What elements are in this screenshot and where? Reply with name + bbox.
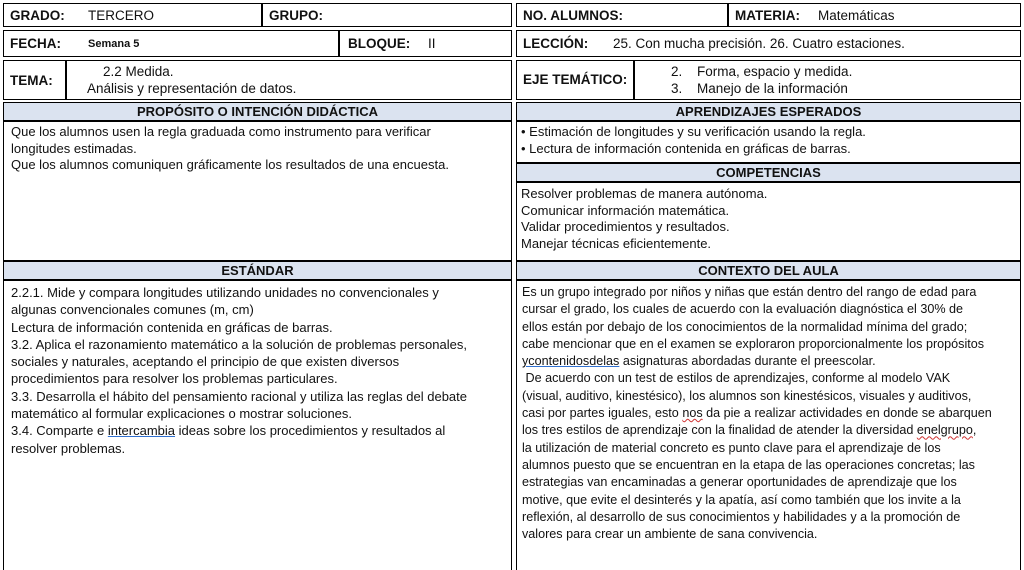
tema-label: TEMA: bbox=[10, 73, 53, 88]
proposito-header bbox=[3, 102, 512, 121]
estandar-title: ESTÁNDAR bbox=[221, 263, 294, 278]
proposito-line-1: Que los alumnos usen la regla graduada como instrumento para verificar bbox=[11, 124, 431, 139]
aprendizajes-header bbox=[516, 102, 1021, 121]
contexto-mark-1: ycontenidos bbox=[522, 354, 590, 369]
contexto-line: (visual, auditivo, kinestésico), los alumnos son kinestésicos, visuales y auditivos, bbox=[522, 388, 972, 403]
tema-line-2: Análisis y representación de datos. bbox=[87, 81, 297, 96]
estandar-line: algunas convencionales comunes (m, cm) bbox=[11, 302, 254, 318]
tema-value-cell bbox=[66, 60, 512, 100]
bloque-label: BLOQUE: bbox=[348, 36, 411, 51]
contexto-line: ellos están por debajo de los conocimientos de la normalidad mínima del grado; bbox=[522, 319, 968, 334]
contexto-p2-l4-mark: enelgrupo bbox=[916, 423, 973, 438]
bloque-cell bbox=[339, 30, 512, 57]
estandar-last-pre: 3.4. Comparte e bbox=[11, 423, 108, 439]
contexto-line: cabe mencionar que en el examen se exploraron proporcionalmente los propósitos bbox=[522, 336, 985, 351]
contexto-p2-l3-pre: casi por partes iguales, esto bbox=[522, 406, 683, 421]
proposito-body bbox=[3, 121, 512, 261]
estandar-last-post: ideas sobre los procedimientos y resultados al bbox=[175, 423, 446, 439]
estandar-line: 3.2. Aplica el razonamiento matemático a la solución de problemas personales, bbox=[11, 336, 467, 352]
contexto-p2-l3-mark: nos bbox=[682, 406, 703, 421]
estandar-line: sociales y naturales, aceptando el principio de que existen diversos bbox=[11, 354, 400, 370]
bloque-value: II bbox=[428, 36, 436, 51]
estandar-line: Lectura de información contenida en gráficas de barras. bbox=[11, 319, 333, 335]
estandar-last-mark: intercambia bbox=[107, 423, 176, 439]
aprendizaje-item-2: • Lectura de información contenida en gráficas de barras. bbox=[521, 140, 851, 156]
tema-label-cell bbox=[3, 60, 66, 100]
estandar-line-last bbox=[11, 422, 509, 439]
estandar-line: matemático al formular explicaciones o mostrar soluciones. bbox=[11, 406, 353, 422]
materia-value: Matemáticas bbox=[818, 8, 895, 23]
competencias-header bbox=[516, 163, 1021, 182]
grupo-label: GRUPO: bbox=[269, 8, 323, 23]
competencia-item: Manejar técnicas eficientemente. bbox=[521, 235, 712, 251]
competencias-title: COMPETENCIAS bbox=[716, 165, 821, 180]
eje-label: EJE TEMÁTICO: bbox=[523, 72, 628, 87]
fecha-value: Semana 5 bbox=[88, 38, 140, 50]
aprendizajes-body bbox=[516, 121, 1021, 163]
eje-label-cell bbox=[516, 60, 634, 100]
competencias-body bbox=[516, 182, 1021, 261]
contexto-p2-l4-pre: los tres estilos de aprendizaje con la finalidad de atender la diversidad bbox=[522, 423, 917, 438]
grado-label: GRADO: bbox=[10, 8, 65, 23]
contexto-text bbox=[522, 284, 1016, 543]
estandar-header bbox=[3, 261, 512, 280]
tema-line-1: 2.2 Medida. bbox=[103, 64, 174, 79]
estandar-line: 3.3. Desarrolla el hábito del pensamiento racional y utiliza las reglas del debate bbox=[11, 388, 467, 404]
eje-item-1-number: 2. bbox=[671, 64, 683, 79]
competencia-item: Resolver problemas de manera autónoma. bbox=[521, 186, 768, 201]
competencias-list bbox=[521, 186, 1016, 252]
contexto-line-marked bbox=[522, 405, 1016, 422]
proposito-text bbox=[11, 124, 506, 174]
materia-label: MATERIA: bbox=[735, 8, 800, 23]
leccion-cell bbox=[516, 30, 1021, 57]
estandar-body bbox=[3, 280, 512, 570]
grupo-cell bbox=[262, 3, 512, 27]
grado-cell bbox=[3, 3, 262, 27]
proposito-line-2: longitudes estimadas. bbox=[11, 140, 137, 156]
grado-value: TERCERO bbox=[88, 8, 155, 23]
contexto-line-marked bbox=[522, 353, 1016, 370]
aprendizajes-title: APRENDIZAJES ESPERADOS bbox=[675, 104, 862, 119]
leccion-value: 25. Con mucha precisión. 26. Cuatro estaciones. bbox=[613, 36, 905, 51]
estandar-line: 2.2.1. Mide y compara longitudes utilizando unidades no convencionales y bbox=[11, 285, 439, 300]
contexto-line: cursar el grado, los cuales de acuerdo con la evaluación diagnóstica el 30% de bbox=[522, 302, 964, 317]
fecha-cell bbox=[3, 30, 339, 57]
alumnos-cell bbox=[516, 3, 728, 27]
contexto-line: alumnos puesto que se encuentran en la etapa de las operaciones concretas; las bbox=[522, 457, 975, 472]
estandar-text bbox=[11, 284, 509, 457]
contexto-header bbox=[516, 261, 1021, 280]
contexto-line: De acuerdo con un test de estilos de aprendizajes, conforme al modelo VAK bbox=[522, 371, 951, 386]
estandar-line: procedimientos para resolver los problemas particulares. bbox=[11, 371, 338, 387]
eje-item-2: Manejo de la información bbox=[697, 81, 848, 96]
aprendizaje-item-1: • Estimación de longitudes y su verificación usando la regla. bbox=[521, 124, 866, 139]
eje-item-2-number: 3. bbox=[671, 81, 683, 96]
contexto-mark-2: delas bbox=[589, 354, 620, 369]
contexto-line: Es un grupo integrado por niños y niñas que están dentro del rango de edad para bbox=[522, 285, 977, 299]
contexto-line: la utilización de material concreto es punto clave para el aprendizaje de los bbox=[522, 440, 941, 455]
alumnos-label: NO. ALUMNOS: bbox=[523, 8, 623, 23]
contexto-line: motive, que evite el desinterés y la apatía, así como también que los invite a la bbox=[522, 492, 961, 507]
proposito-title: PROPÓSITO O INTENCIÓN DIDÁCTICA bbox=[137, 104, 378, 119]
contexto-body bbox=[516, 280, 1021, 570]
leccion-label: LECCIÓN: bbox=[523, 36, 589, 51]
eje-item-1: Forma, espacio y medida. bbox=[697, 64, 853, 79]
aprendizajes-list bbox=[521, 124, 1016, 157]
contexto-title: CONTEXTO DEL AULA bbox=[698, 263, 839, 278]
proposito-line-3: Que los alumnos comuniquen gráficamente los resultados de una encuesta. bbox=[11, 157, 449, 172]
contexto-p1-end: asignaturas abordadas durante el preescolar. bbox=[622, 354, 876, 369]
contexto-line-marked bbox=[522, 422, 1016, 439]
contexto-line: valores para crear un ambiente de sana convivencia. bbox=[522, 527, 818, 542]
contexto-p2-l4-post: , bbox=[972, 423, 977, 438]
contexto-line: estrategias van encaminadas a generar oportunidades de aprendizaje que los bbox=[522, 475, 957, 490]
competencia-item: Validar procedimientos y resultados. bbox=[521, 219, 730, 234]
estandar-line: resolver problemas. bbox=[11, 440, 126, 456]
fecha-label: FECHA: bbox=[10, 36, 61, 51]
competencia-item: Comunicar información matemática. bbox=[521, 202, 730, 218]
contexto-line: reflexión, al desarrollo de sus conocimientos y habilidades y a la promoción de bbox=[522, 509, 961, 524]
materia-cell bbox=[728, 3, 1021, 27]
eje-value-cell bbox=[634, 60, 1021, 100]
contexto-p2-l3-post: da pie a realizar actividades en donde se abarquen bbox=[702, 406, 992, 421]
